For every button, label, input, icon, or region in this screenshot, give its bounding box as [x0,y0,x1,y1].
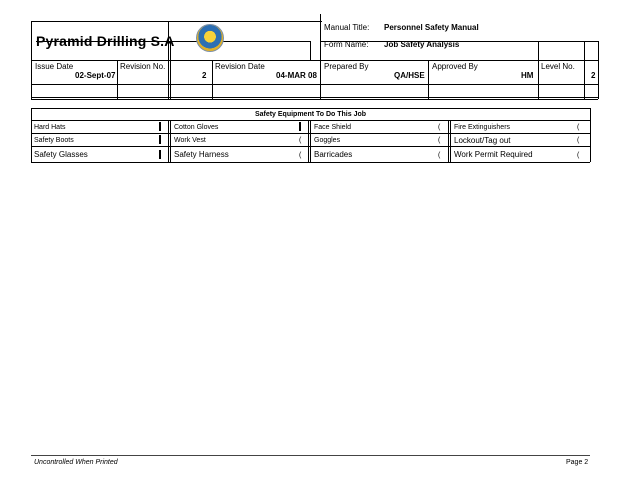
unchecked-box-icon: ( [438,124,441,131]
approved-by-label: Approved By [432,62,478,71]
equipment-label-work-permit-required: Work Permit Required [454,150,533,159]
equipment-label-hard-hats: Hard Hats [34,124,66,131]
checked-mark-icon [159,122,161,131]
equipment-label-cotton-gloves: Cotton Gloves [174,124,219,131]
equipment-label-goggles: Goggles [314,137,341,144]
footer-divider [31,455,590,456]
unchecked-box-icon: ( [577,152,580,159]
manual-title-value: Personnel Safety Manual [384,23,479,32]
equipment-label-safety-harness: Safety Harness [174,150,229,159]
level-no-value: 2 [591,71,596,80]
equipment-label-face-shield: Face Shield [314,124,351,131]
manual-title-label: Manual Title: [324,23,370,32]
checked-mark-icon [299,122,301,131]
level-no-label: Level No. [541,62,575,71]
revision-date-value: 04-MAR 08 [276,71,317,80]
equipment-label-work-vest: Work Vest [174,137,206,144]
unchecked-box-icon: ( [577,124,580,131]
checked-mark-icon [159,135,161,144]
revision-date-label: Revision Date [215,62,265,71]
unchecked-box-icon: ( [577,137,580,144]
checked-mark-icon [159,150,161,159]
unchecked-box-icon: ( [438,152,441,159]
approved-by-value: HM [521,71,534,80]
prepared-by-label: Prepared By [324,62,369,71]
company-name: Pyramid Drilling S.A [36,33,175,49]
prepared-by-value: QA/HSE [394,71,425,80]
issue-date-value: 02-Sept-07 [75,71,116,80]
equipment-label-lockout-tag-out: Lockout/Tag out [454,136,511,145]
form-name-label: Form Name: [324,40,369,49]
revision-no-label: Revision No. [120,62,166,71]
unchecked-box-icon: ( [299,137,302,144]
equipment-label-fire-extinguishers: Fire Extinguishers [454,124,511,131]
revision-no-value: 2 [202,71,207,80]
company-logo-icon [196,24,224,52]
unchecked-box-icon: ( [438,137,441,144]
equipment-label-safety-glasses: Safety Glasses [34,150,88,159]
form-name-value: Job Safety Analysis [384,40,460,49]
page-number: Page 2 [566,459,589,466]
equipment-label-safety-boots: Safety Boots [34,137,74,144]
issue-date-label: Issue Date [35,62,74,71]
unchecked-box-icon: ( [299,152,302,159]
footer-uncontrolled-note: Uncontrolled When Printed [34,459,118,466]
equipment-label-barricades: Barricades [314,150,353,159]
equipment-title: Safety Equipment To Do This Job [254,111,367,118]
